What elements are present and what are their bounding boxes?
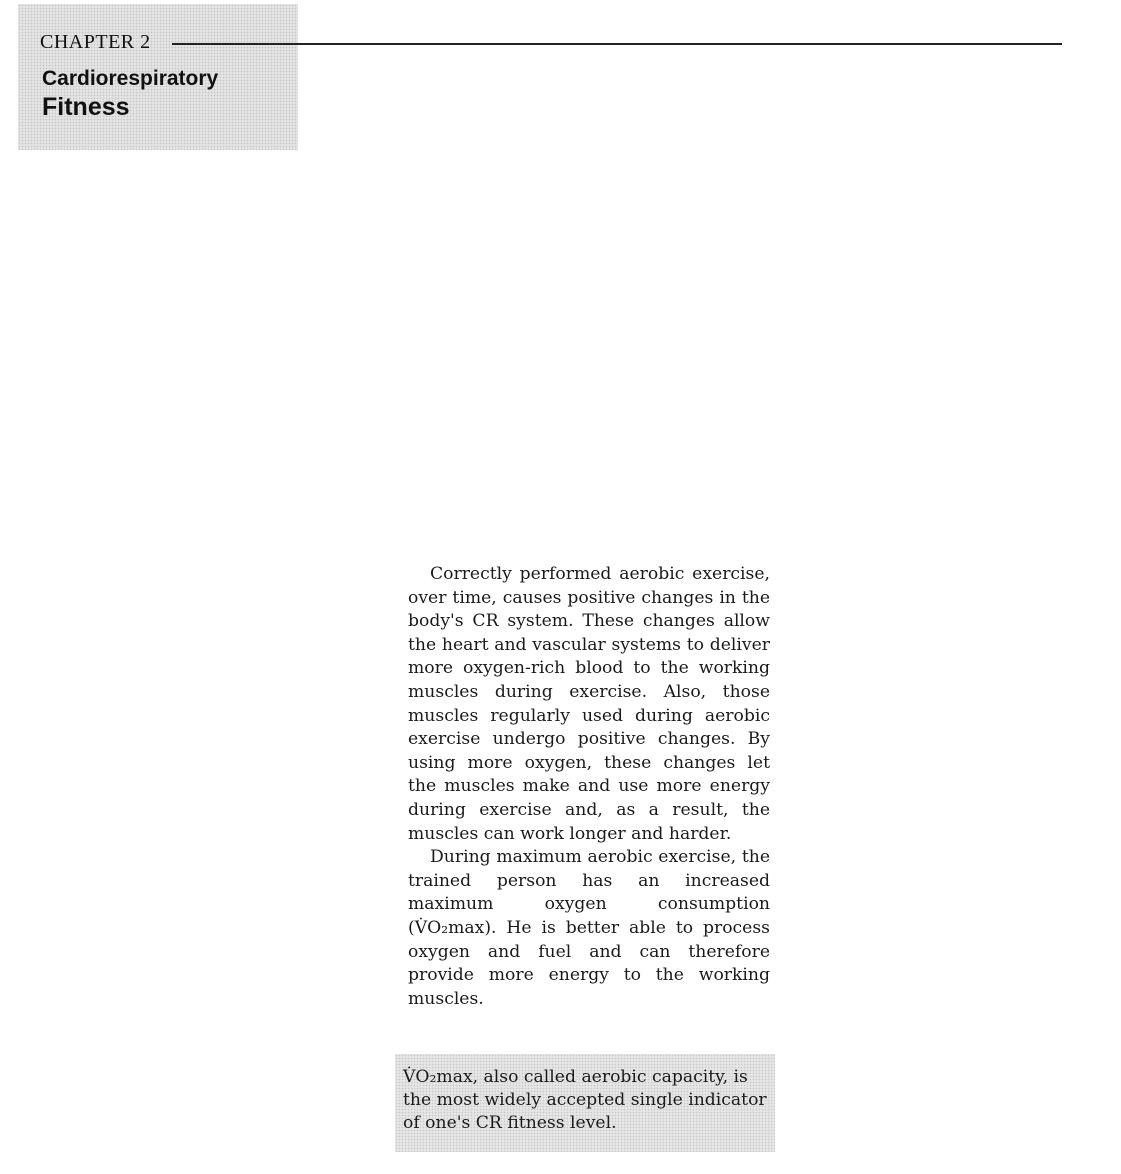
chapter-rule [172,43,1062,45]
callout-text: V̇O₂max, also called aerobic capacity, is the most widely accepted single indicator of one's CR fitness level. [403,1067,767,1133]
chapter-title-line2: Fitness [42,93,130,121]
body-paragraph-1: Correctly performed aerobic exercise, over time, causes positive changes in the body's CR system. These changes allow the heart and vascular systems to deliver more oxygen-rich blood to the working muscles during exercise. Also, those muscles regularly used during aerobic exercise undergo positive changes. By using more oxygen, these changes let the muscles make and use more energy during exercise and, as a result, the muscles can work longer and harder. [408,564,770,844]
chapter-title [42,66,218,122]
body-text [408,563,770,1011]
chapter-label: CHAPTER 2 [40,31,151,53]
chapter-title-line1: Cardiorespiratory [42,67,219,90]
body-paragraph-2: During maximum aerobic exercise, the trained person has an increased maximum oxygen consumption (V̇O₂max). He is better able to process oxygen and fuel and can therefore provide more energy to the working muscles. [408,847,770,1009]
